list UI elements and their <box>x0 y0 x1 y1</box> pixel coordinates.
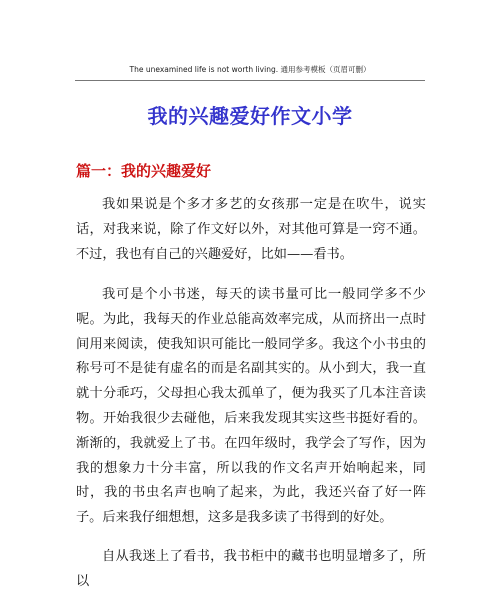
document-title: 我的兴趣爱好作文小学 <box>147 104 353 128</box>
paragraph-text: 我可是个小书迷，每天的读书量可比一般同学多不少呢。为此，我每天的作业总能高效率完成，从而挤出一点时间用来阅读，使我知识可能比一般同学多。我这个小书虫的称号可不是徒有虚名的而是名副其实的。从小到大，我一直就十分乖巧，父母担心我太孤单了，便为我买了几本注音读物。开始我很少去碰他，后来我发现其实这些书挺好看的。渐渐的，我就爱上了书。在四年级时，我学会了写作，因为我的想象力十分丰富，所以我的作文名声开始响起来，同时，我的书虫名声也响了起来，为此，我还兴奋了好一阵子。后来我仔细想想，这多是我多读了书得到的好处。 <box>76 287 426 526</box>
section-heading: 篇一：我的兴趣爱好 <box>76 162 212 180</box>
body-paragraph-2 <box>76 283 426 543</box>
paragraph-text: 我如果说是个多才多艺的女孩那一定是在吹牛，说实话，对我来说，除了作文好以外，对其他可算是一窍不通。不过，我也有自己的兴趣爱好，比如——看书。 <box>76 197 426 262</box>
body-paragraph-1 <box>76 193 426 279</box>
body-paragraph-3 <box>76 545 426 607</box>
paragraph-text: 自从我迷上了看书，我书柜中的藏书也明显增多了，所以 <box>76 549 426 589</box>
header-divider <box>75 80 425 81</box>
running-header: The unexamined life is not worth living. 通用参考模板（页眉可删） <box>129 65 371 74</box>
